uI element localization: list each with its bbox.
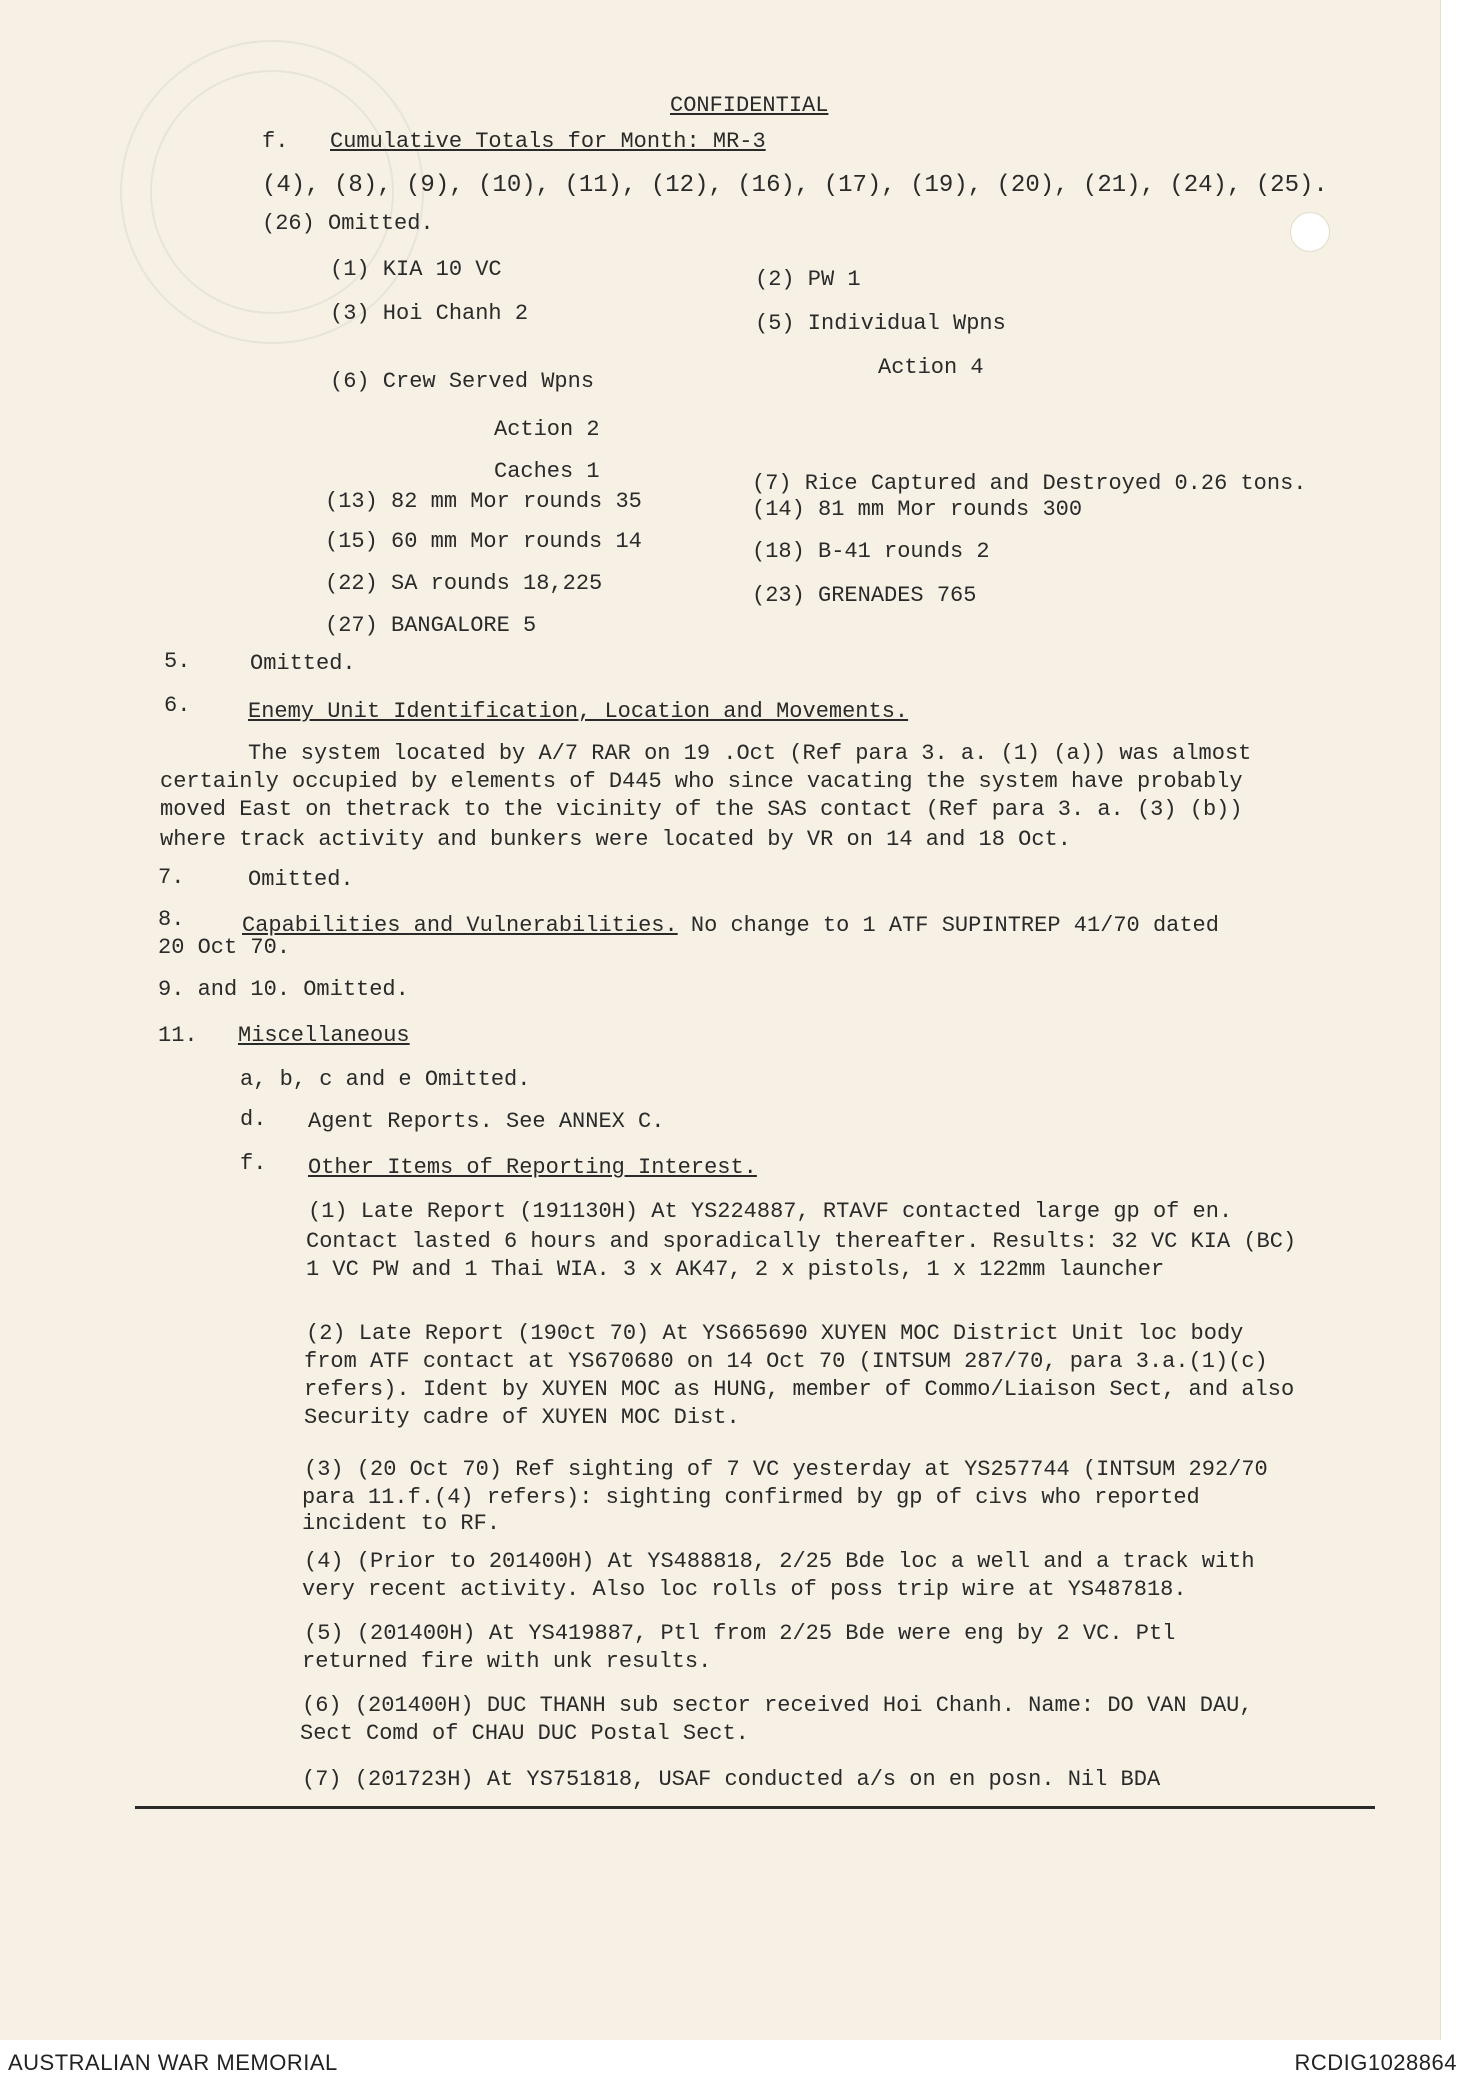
para11-f-label: f. xyxy=(240,1151,267,1176)
total-bangalore: (27) BANGALORE 5 xyxy=(325,613,537,638)
sec-f-label: f. xyxy=(262,129,289,154)
sec-f-title: Cumulative Totals for Month: MR-3 xyxy=(330,129,766,154)
item2-line4: Security cadre of XUYEN MOC Dist. xyxy=(304,1405,740,1430)
para6-line1: The system located by A/7 RAR on 19 .Oct (Ref para 3. a. (1) (a)) was almost xyxy=(248,741,1252,766)
para8-line1 xyxy=(242,912,1219,940)
omitted-26: (26) Omitted. xyxy=(262,211,434,236)
item3-line2: para 11.f.(4) refers): sighting confirmed by gp of civs who reported xyxy=(302,1485,1200,1510)
footer-left: AUSTRALIAN WAR MEMORIAL xyxy=(8,2050,338,2075)
total-action-2: Action 2 xyxy=(494,417,600,442)
para11-title: Miscellaneous xyxy=(238,1023,410,1048)
item4-line1: (4) (Prior to 201400H) At YS488818, 2/25 Bde loc a well and a track with xyxy=(304,1549,1255,1574)
para9-text: 9. and 10. Omitted. xyxy=(158,977,409,1002)
total-60mm: (15) 60 mm Mor rounds 14 xyxy=(325,529,642,554)
para11-d-text: Agent Reports. See ANNEX C. xyxy=(308,1109,665,1134)
para11-num: 11. xyxy=(158,1023,198,1048)
item6-line2: Sect Comd of CHAU DUC Postal Sect. xyxy=(300,1721,749,1746)
para5-text: Omitted. xyxy=(250,651,356,676)
item2-line1: (2) Late Report (190ct 70) At YS665690 XUYEN MOC District Unit loc body xyxy=(306,1321,1244,1346)
item3-line1: (3) (20 Oct 70) Ref sighting of 7 VC yesterday at YS257744 (INTSUM 292/70 xyxy=(304,1457,1268,1482)
item3-line3: incident to RF. xyxy=(302,1511,501,1536)
bottom-rule xyxy=(135,1806,1375,1809)
item1-line2: Contact lasted 6 hours and sporadically thereafter. Results: 32 VC KIA (BC) xyxy=(306,1229,1297,1254)
para11-abce: a, b, c and e Omitted. xyxy=(240,1067,531,1092)
total-b41: (18) B-41 rounds 2 xyxy=(752,539,990,564)
item6-line1: (6) (201400H) DUC THANH sub sector received Hoi Chanh. Name: DO VAN DAU, xyxy=(302,1693,1253,1718)
total-hoi-chanh: (3) Hoi Chanh 2 xyxy=(330,301,529,326)
total-82mm: (13) 82 mm Mor rounds 35 xyxy=(325,489,642,514)
item5-line2: returned fire with unk results. xyxy=(302,1649,712,1674)
para6-line2: certainly occupied by elements of D445 who since vacating the system have probably xyxy=(160,769,1243,794)
total-81mm: (14) 81 mm Mor rounds 300 xyxy=(752,497,1083,522)
para7-num: 7. xyxy=(158,865,185,890)
total-grenades: (23) GRENADES 765 xyxy=(752,583,977,608)
para6-title: Enemy Unit Identification, Location and Movements. xyxy=(248,699,909,724)
para6-line3: moved East on thetrack to the vicinity of the SAS contact (Ref para 3. a. (3) (b)) xyxy=(160,797,1243,822)
total-rice: (7) Rice Captured and Destroyed 0.26 tons. xyxy=(752,471,1307,496)
total-kia: (1) KIA 10 VC xyxy=(330,257,502,282)
classification-header: CONFIDENTIAL xyxy=(670,93,829,118)
para7-text: Omitted. xyxy=(248,867,354,892)
para11-f-title: Other Items of Reporting Interest. xyxy=(308,1155,757,1180)
total-individual-wpns: (5) Individual Wpns xyxy=(755,311,1006,336)
item2-line2: from ATF contact at YS670680 on 14 Oct 70 (INTSUM 287/70, para 3.a.(1)(c) xyxy=(304,1349,1268,1374)
para8-title: Capabilities and Vulnerabilities. xyxy=(242,913,678,938)
para8-rest: No change to 1 ATF SUPINTREP 41/70 dated xyxy=(677,913,1219,938)
item7-line1: (7) (201723H) At YS751818, USAF conducted a/s on en posn. Nil BDA xyxy=(302,1767,1161,1792)
total-sa-rounds: (22) SA rounds 18,225 xyxy=(325,571,603,596)
para5-num: 5. xyxy=(164,649,191,674)
footer-right: RCDIG1028864 xyxy=(1294,2050,1457,2075)
total-caches: Caches 1 xyxy=(494,459,600,484)
para11-d-label: d. xyxy=(240,1107,267,1132)
item2-line3: refers). Ident by XUYEN MOC as HUNG, member of Commo/Liaison Sect, and also xyxy=(304,1377,1295,1402)
total-crew-served-wpns: (6) Crew Served Wpns xyxy=(330,369,595,394)
item5-line1: (5) (201400H) At YS419887, Ptl from 2/25 Bde were eng by 2 VC. Ptl xyxy=(304,1621,1176,1646)
para8-line2: 20 Oct 70. xyxy=(158,935,291,960)
para6-line4: where track activity and bunkers were located by VR on 14 and 18 Oct. xyxy=(160,827,1071,852)
item1-line1: (1) Late Report (191130H) At YS224887, RTAVF contacted large gp of en. xyxy=(308,1199,1233,1224)
para6-num: 6. xyxy=(164,693,191,718)
total-action-4: Action 4 xyxy=(878,355,984,380)
punch-hole xyxy=(1290,212,1330,252)
refs-line: (4), (8), (9), (10), (11), (12), (16), (17), (19), (20), (21), (24), (25). xyxy=(262,172,1328,199)
total-pw: (2) PW 1 xyxy=(755,267,861,292)
para8-num: 8. xyxy=(158,907,185,932)
item1-line3: 1 VC PW and 1 Thai WIA. 3 x AK47, 2 x pistols, 1 x 122mm launcher xyxy=(306,1257,1165,1282)
item4-line2: very recent activity. Also loc rolls of poss trip wire at YS487818. xyxy=(302,1577,1187,1602)
